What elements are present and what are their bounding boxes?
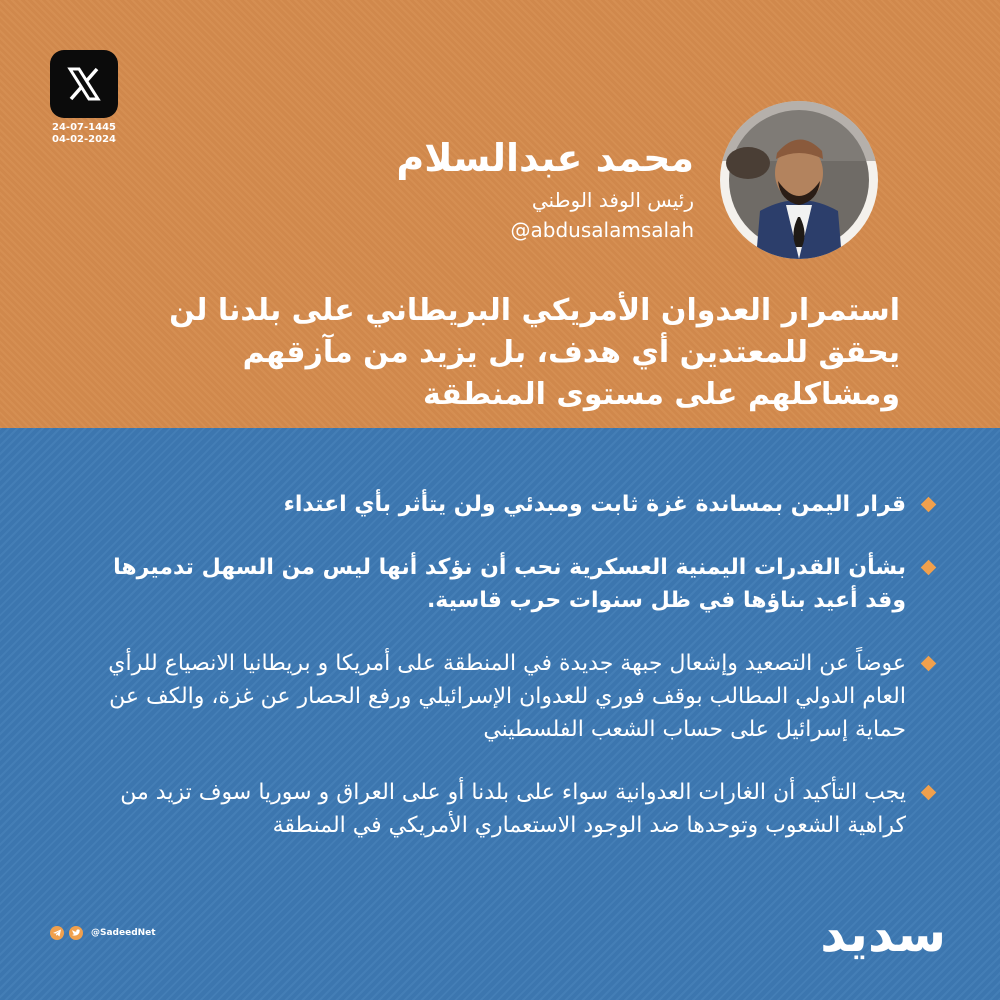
point-text: بشأن القدرات اليمنية العسكرية نحب أن نؤكد أنها ليس من السهل تدميرها وقد أعيد بناؤها في ظل سنوات حرب قاسية.	[113, 555, 906, 613]
social-handle[interactable]: @SadeedNet	[91, 928, 156, 938]
diamond-bullet-icon	[921, 656, 937, 672]
diamond-bullet-icon	[921, 497, 937, 513]
author-handle: @abdusalamsalah	[510, 218, 694, 242]
brand-logo	[820, 905, 946, 963]
point-text: قرار اليمن بمساندة غزة ثابت ومبدئي ولن يتأثر بأي اعتداء	[283, 492, 906, 517]
brand-name: سديد	[820, 905, 946, 963]
diamond-bullet-icon	[921, 785, 937, 801]
author-name: محمد عبدالسلام	[396, 136, 694, 180]
points-list	[78, 488, 938, 872]
twitter-bird-icon[interactable]	[69, 926, 83, 940]
list-item	[78, 488, 938, 521]
main-quote: استمرار العدوان الأمريكي البريطاني على بلدنا لن يحقق للمعتدين أي هدف، بل يزيد من مآزقهم ومشاكلهم على مستوى المنطقة	[169, 293, 900, 412]
diamond-bullet-icon	[921, 560, 937, 576]
x-logo-icon	[50, 50, 118, 118]
post-dates	[50, 122, 118, 146]
author-role: رئيس الوفد الوطني	[531, 188, 694, 212]
point-text: عوضاً عن التصعيد وإشعال جبهة جديدة في المنطقة على أمريكا و بريطانيا الانصياع للرأي العام الدولي المطالب بوقف فوري للعدوان الإسرائيلي ورفع الحصار عن غزة، والكف عن حماية إسرائيل على حساب الشعب الفلسطيني	[108, 651, 906, 742]
list-item	[78, 551, 938, 617]
telegram-icon[interactable]	[50, 926, 64, 940]
list-item	[78, 776, 938, 842]
social-links	[50, 926, 156, 940]
point-text: يجب التأكيد أن الغارات العدوانية سواء على بلدنا أو على العراق و سوريا سوف تزيد من كراهية الشعوب وتوحدها ضد الوجود الاستعماري الأمريكي في المنطقة	[120, 780, 906, 838]
header-panel	[0, 0, 1000, 428]
list-item	[78, 647, 938, 746]
gregorian-date: 04-02-2024	[52, 134, 116, 145]
hijri-date: 24-07-1445	[52, 122, 116, 133]
avatar	[720, 101, 878, 259]
